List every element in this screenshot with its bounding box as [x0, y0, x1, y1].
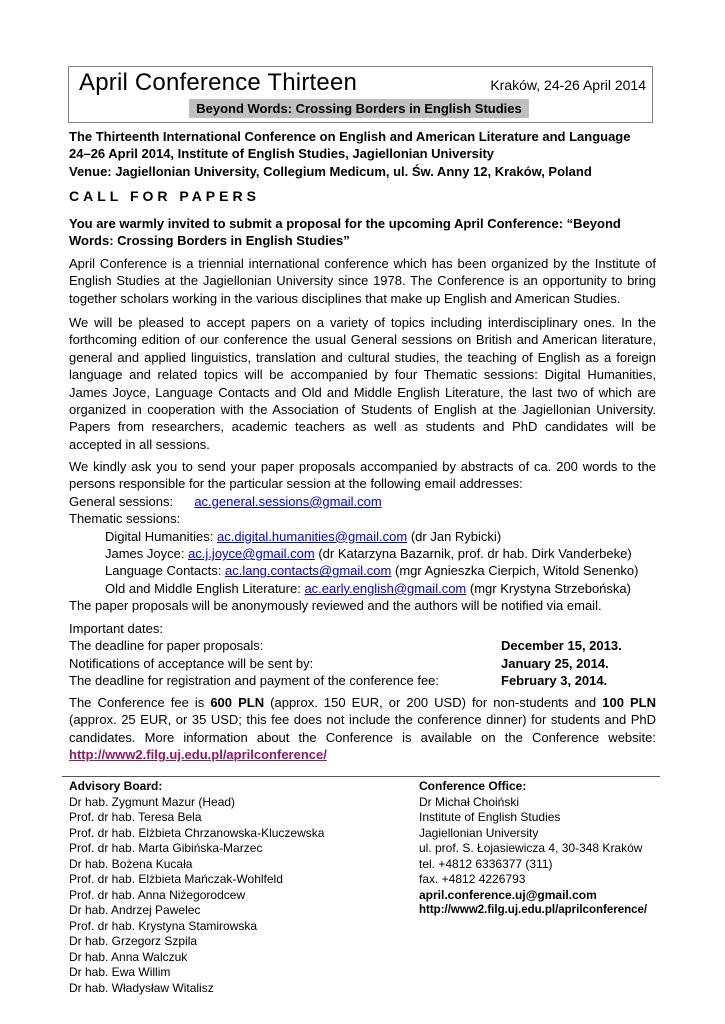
general-sessions-label: General sessions: [69, 493, 174, 509]
conference-website-link[interactable]: http://www2.filg.uj.edu.pl/aprilconference/ [69, 747, 327, 763]
conference-title: April Conference Thirteen [79, 69, 358, 96]
footer-divider [62, 776, 660, 777]
date-value: February 3, 2014. [501, 673, 608, 689]
advisory-member: Prof. dr hab. Elżbieta Chrzanowska-Kluczewska [69, 825, 325, 840]
office-line: Jagiellonian University [419, 825, 539, 840]
advisory-member: Prof. dr hab. Elżbieta Mańczak-Wohlfeld [69, 872, 283, 886]
paragraph-1: April Conference is a triennial international conference which has been organized by the Institute of English Studies at the Jagiellonian University since 1978. The Conference is an opportunity to bring together scholars working in the various disciplines that make up English and American Studies. [69, 256, 656, 306]
office-title: Conference Office: [419, 779, 527, 793]
office-line: Dr Michał Choiński [419, 794, 520, 809]
advisory-title: Advisory Board: [69, 779, 163, 793]
thematic-line-early [69, 580, 656, 597]
submission-block [69, 458, 656, 615]
office-url[interactable]: http://www2.filg.uj.edu.pl/aprilconference/ [419, 904, 648, 916]
date-label: The deadline for registration and payment of the conference fee: [69, 673, 440, 689]
thematic-people: (mgr Krystyna Strzebońska) [466, 580, 631, 596]
office-email[interactable]: april.conference.uj@gmail.com [419, 887, 597, 902]
intro-block [69, 128, 656, 180]
conference-subtitle: Beyond Words: Crossing Borders in English Studies [189, 99, 529, 118]
header-box [68, 66, 653, 123]
fee-text-1: The Conference fee is [69, 695, 211, 710]
advisory-member: Prof. dr hab. Anna Niżegorodcew [69, 887, 246, 902]
date-value: January 25, 2014. [501, 655, 609, 671]
intro-line-3: Venue: Jagiellonian University, Collegium Medicum, ul. Św. Anny 12, Kraków, Poland [69, 163, 592, 179]
advisory-member: Dr hab. Ewa Willim [69, 965, 171, 979]
paragraph-2: We will be pleased to accept papers on a variety of topics including interdisciplinary ones. In the forthcoming edition of our conference the usual General sessions on British and American literature, general and applied linguistics, translation and cultural studies, the teaching of English as a foreign language and related topics will be accompanied by four Thematic sessions: Digital Humanities, James Joyce, Language Contacts and Old and Middle English Literature, the last two of which are organized in cooperation with the Association of Students of English at the Jagiellonian University. Papers from researchers, academic teachers as well as students and PhD candidates will be accepted in all sessions. [69, 315, 656, 452]
advisory-board [69, 779, 399, 996]
cfp-heading: CALL FOR PAPERS [69, 188, 260, 204]
thematic-line-digital [69, 528, 656, 545]
advisory-member: Prof. dr hab. Krystyna Stamirowska [69, 918, 258, 933]
fee-paragraph [69, 694, 656, 764]
fee-text-3: (approx. 25 EUR, or 35 USD; this fee does not include the conference dinner) for students and PhD candidates. More information about the Conference is available on the Conference website: [69, 712, 656, 745]
thematic-email-early[interactable]: ac.early.english@gmail.com [304, 580, 467, 596]
fee-amount-1: 600 PLN [210, 695, 265, 710]
advisory-member: Dr hab. Władysław Witalisz [69, 980, 214, 995]
thematic-sessions-label: Thematic sessions: [69, 511, 181, 527]
thematic-line-joyce [69, 545, 656, 562]
advisory-member: Dr hab. Grzegorz Szpila [69, 934, 198, 948]
date-row [69, 637, 656, 654]
office-line: tel. +4812 6336377 (311) [419, 856, 553, 871]
dates-title: Important dates: [69, 621, 163, 636]
advisory-member: Prof. dr hab. Teresa Bela [69, 810, 202, 824]
fee-amount-2: 100 PLN [602, 695, 656, 710]
general-sessions-line [69, 493, 656, 510]
conference-date: Kraków, 24-26 April 2014 [490, 77, 646, 93]
invite-text: You are warmly invited to submit a proposal for the upcoming April Conference: “Beyond Words: Crossing Borders in English Studies” [69, 216, 621, 249]
thematic-people: (mgr Agnieszka Cierpich, Witold Senenko) [391, 563, 639, 579]
review-note: The paper proposals will be anonymously reviewed and the authors will be notified via email. [69, 598, 602, 614]
date-label: Notifications of acceptance will be sent by: [69, 655, 314, 671]
office-line: ul. prof. S. Łojasiewicza 4, 30-348 Kraków [419, 841, 643, 855]
dates-block [69, 620, 656, 690]
fee-text-2: (approx. 150 EUR, or 200 USD) for non-students and [264, 695, 603, 710]
intro-line-1: The Thirteenth International Conference on English and American Literature and Language [69, 129, 631, 144]
thematic-label: Old and Middle English Literature: [105, 580, 305, 596]
office-line: Institute of English Studies [419, 810, 561, 824]
thematic-label: James Joyce: [105, 546, 189, 562]
thematic-email-contacts[interactable]: ac.lang.contacts@gmail.com [224, 563, 392, 579]
intro-line-2: 24–26 April 2014, Institute of English Studies, Jagiellonian University [69, 146, 495, 162]
thematic-people: (dr Katarzyna Bazarnik, prof. dr hab. Dirk Vanderbeke) [314, 546, 632, 562]
thematic-email-digital[interactable]: ac.digital.humanities@gmail.com [217, 528, 408, 544]
date-row [69, 655, 656, 672]
thematic-people: (dr Jan Rybicki) [407, 528, 502, 544]
advisory-member: Dr hab. Andrzej Pawelec [69, 903, 201, 917]
advisory-member: Prof. dr hab. Marta Gibińska-Marzec [69, 841, 263, 855]
thematic-label: Digital Humanities: [105, 528, 217, 544]
office-line: fax. +4812 4226793 [419, 872, 526, 886]
thematic-line-contacts [69, 562, 656, 579]
thematic-label: Language Contacts: [105, 563, 225, 579]
date-value: December 15, 2013. [501, 638, 622, 654]
advisory-member: Dr hab. Zygmunt Mazur (Head) [69, 794, 236, 809]
general-sessions-email[interactable]: ac.general.sessions@gmail.com [194, 493, 382, 509]
paragraph-3: We kindly ask you to send your paper proposals accompanied by abstracts of ca. 200 words to the persons responsible for the particular session at the following email addresses: [69, 459, 656, 492]
date-label: The deadline for paper proposals: [69, 638, 264, 654]
advisory-member: Dr hab. Anna Walczuk [69, 949, 188, 964]
date-row [69, 672, 656, 689]
thematic-email-joyce[interactable]: ac.j.joyce@gmail.com [188, 546, 315, 562]
conference-office [419, 779, 669, 919]
advisory-member: Dr hab. Bożena Kucała [69, 856, 193, 871]
